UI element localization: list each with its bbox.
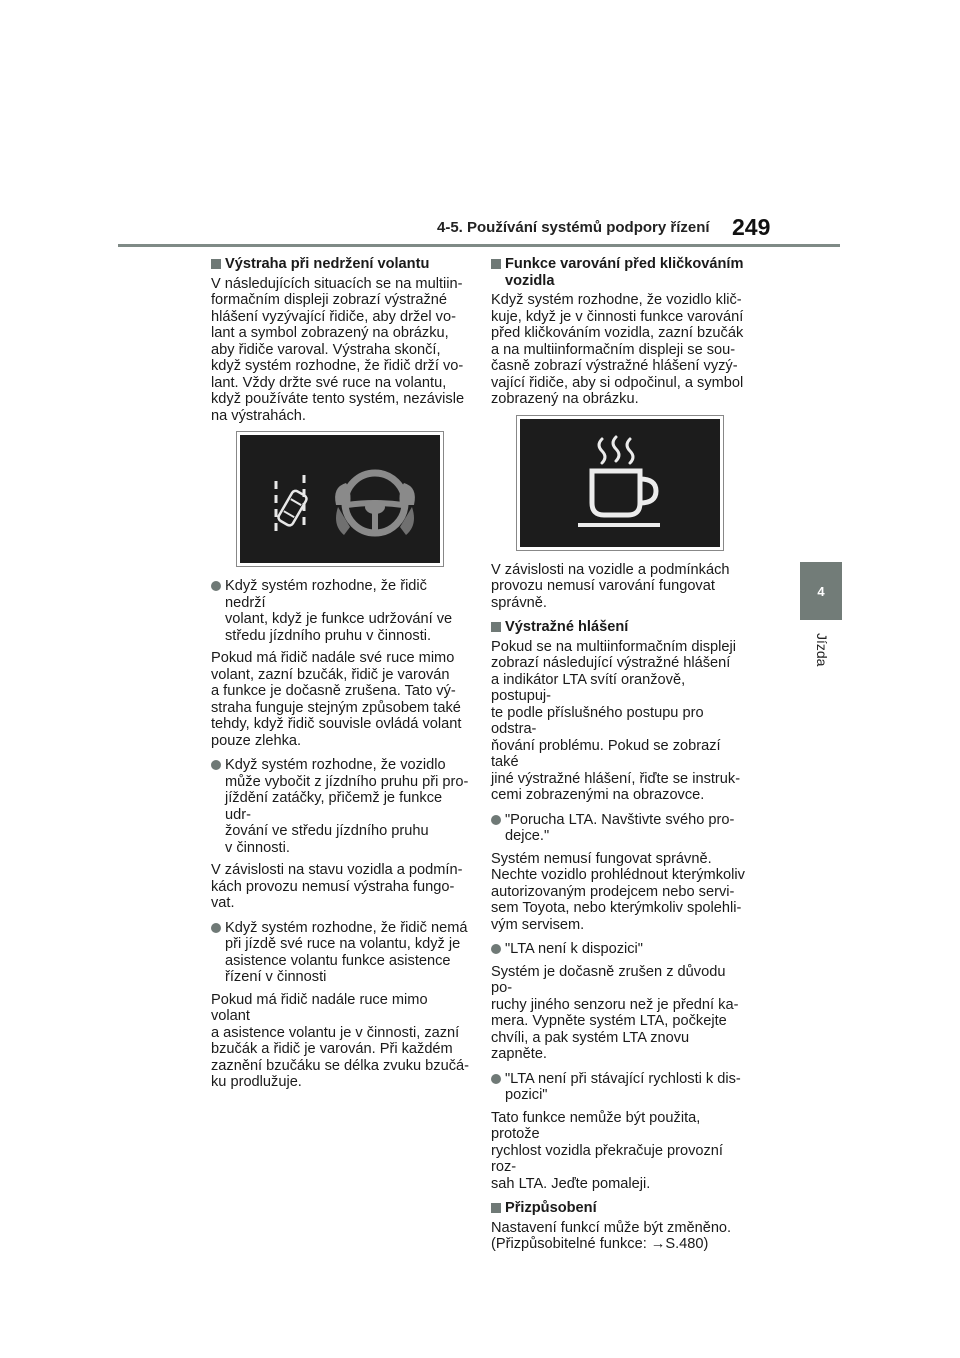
coffee-cup-icon — [520, 419, 720, 547]
chapter-number: 4 — [817, 584, 825, 599]
bullet-item: Když systém rozhodne, že řidič nemá při jízdě své ruce na volantu, když je asistence volantu funkce asistence řízení v činnosti — [211, 920, 469, 986]
paragraph: V závislosti na stavu vozidla a podmín- kách provozu nemusí výstraha fungo- vat. — [211, 862, 463, 911]
section-heading: Přizpůsobení — [491, 1200, 749, 1217]
paragraph: Pokud se na multiinformačním displeji zobrazí následující výstražné hlášení a indikátor LTA svítí oranžově, postupuj- te podle příslušného postupu pro odstra- ňování problému. Pokud se zobrazí také jiné výstražné hlášení, řiďte se instruk- cemi zobrazenými na obrazovce. — [491, 638, 741, 803]
page-number: 249 — [732, 214, 771, 240]
section-heading: Výstraha při nedržení volantu — [211, 256, 469, 273]
paragraph: Tato funkce nemůže být použita, protože rychlost vozidla překračuje provozní roz- sah LTA. Jeďte pomaleji. — [491, 1109, 723, 1192]
section-title: 4-5. Používání systémů podpory řízení — [437, 219, 710, 236]
paragraph: Když systém rozhodne, že vozidlo klič- kuje, když je v činnosti funkce varování před kličkováním vozidla, zazní bzučák a na multiinformačním displeji se sou- časně zobrazí výstražné hlášení vyzý- vající řidiče, aby si odpočinul, a symbol zobrazený na obrázku. — [491, 292, 744, 407]
bullet-item: Když systém rozhodne, že vozidlo může vybočit z jízdního pruhu při pro- jíždění zatáčky, přičemž je funkce udr- žování ve středu jízdního pruhu v činnosti. — [211, 757, 469, 856]
hands-off-warning-figure — [237, 432, 443, 566]
bullet-item: "Porucha LTA. Navštivte svého pro- dejce." — [491, 812, 749, 845]
paragraph: Pokud má řidič nadále ruce mimo volant a asistence volantu je v činnosti, zazní bzučák a řidič je varován. Při každém zaznění bzučáku se délka zvuku bzučá- ku prodlužuje. — [211, 991, 469, 1090]
paragraph: Pokud má řidič nadále své ruce mimo volant, zazní bzučák, řidič je varován a funkce je dočasně zrušena. Tato vý- straha funguje stejným způsobem také tehdy, když řidič souvisle ovládá volant pouze zlehka. — [211, 650, 462, 749]
section-heading: Výstražné hlášení — [491, 619, 749, 636]
left-column — [211, 256, 469, 1099]
paragraph: Nastavení funkcí může být změněno. (Přizpůsobitelné funkce: →S.480) — [491, 1219, 732, 1252]
header-divider — [118, 244, 840, 247]
paragraph: Systém nemusí fungovat správně. Nechte vozidlo prohlédnout kterýmkoliv autorizovaným prodejcem nebo servi- sem Toyota, nebo kterýmkoliv spolehli- vým servisem. — [491, 850, 745, 933]
chapter-tab — [800, 562, 842, 620]
paragraph: V následujících situacích se na multiin- formačním displeji zobrazí výstražné hlášení vyzývající řidiče, aby držel vo- lant a symbol zobrazený na obrázku, aby řidiče varoval. Výstraha skončí, když systém rozhodne, že řidič drží vo- lant. Vždy držte své ruce na volantu, když používáte tento systém, nezávisle na výstrahách. — [211, 275, 465, 424]
right-column — [491, 256, 749, 1261]
bullet-item: "LTA není při stávající rychlosti k dis- pozici" — [491, 1071, 749, 1104]
chapter-label: Jízda — [814, 633, 830, 667]
bullet-item: "LTA není k dispozici" — [491, 941, 749, 958]
sway-warning-figure — [517, 416, 723, 550]
paragraph: Systém je dočasně zrušen z důvodu po- ruchy jiného senzoru než je přední ka- mera. Vypněte systém LTA, počkejte chvíli, a pak systém LTA znovu zapněte. — [491, 963, 739, 1062]
bullet-item: Když systém rozhodne, že řidič nedrží volant, když je funkce udržování ve středu jízdního pruhu v činnosti. — [211, 578, 469, 644]
hands-off-steering-wheel-icon — [240, 435, 440, 563]
section-heading: Funkce varování před kličkováním vozidla — [491, 256, 749, 289]
paragraph: V závislosti na vozidle a podmínkách provozu nemusí varování fungovat správně. — [491, 561, 730, 611]
